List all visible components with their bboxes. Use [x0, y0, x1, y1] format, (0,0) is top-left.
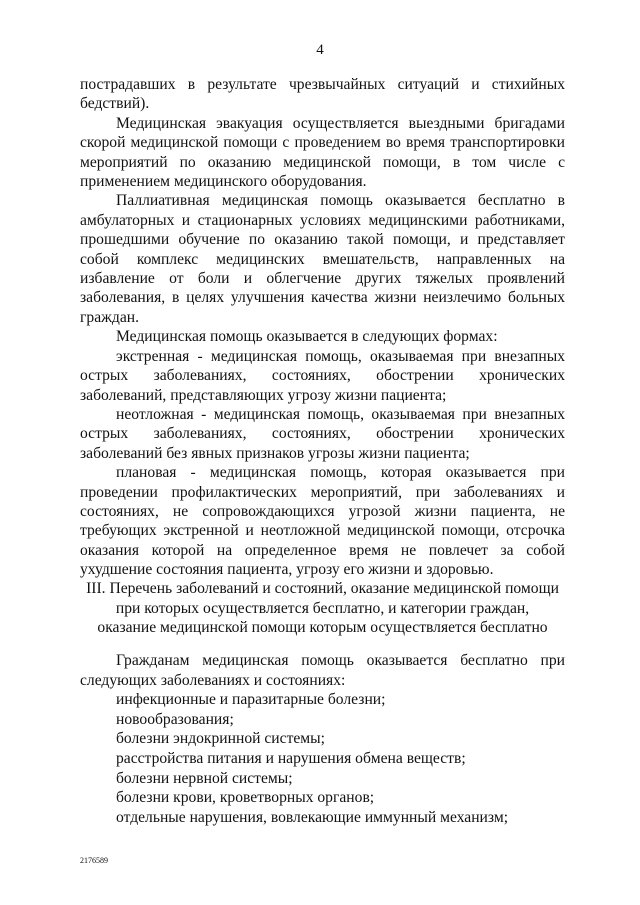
list-item: новообразования; — [116, 710, 234, 728]
body-text — [80, 75, 565, 580]
list-item: расстройства питания и нарушения обмена веществ; — [116, 749, 466, 767]
document-code: 2176589 — [80, 856, 108, 865]
disease-list — [80, 651, 565, 827]
section-heading — [80, 579, 565, 638]
section-heading-line: III. Перечень заболеваний и состояний, оказание медицинской помощи — [86, 580, 559, 597]
paragraph-medical-evacuation: Медицинская эвакуация осуществляется выездными бригадами скорой медицинской помощи с проведением во время транспортировки мероприятий по оказанию медицинской помощи, в том числе с применением медицинского оборудования. — [80, 114, 565, 191]
list-item: болезни нервной системы; — [116, 769, 293, 787]
paragraph-form-emergency: экстренная - медицинская помощь, оказываемая при внезапных острых заболеваниях, состояниях, обострении хронических заболеваний, представляющих угрозу жизни пациента; — [80, 347, 565, 404]
list-item: болезни крови, кроветворных органов; — [116, 789, 375, 807]
list-intro: Гражданам медицинская помощь оказывается бесплатно при следующих заболеваниях и состояниях: — [80, 652, 565, 689]
list-item: инфекционные и паразитарные болезни; — [116, 691, 386, 709]
paragraph-continuation: пострадавших в результате чрезвычайных ситуаций и стихийных бедствий). — [80, 76, 565, 113]
section-heading-line: оказание медицинской помощи которым осуществляется бесплатно — [97, 619, 548, 637]
paragraph-forms-intro: Медицинская помощь оказывается в следующих формах: — [116, 328, 498, 346]
list-item: отдельные нарушения, вовлекающие иммунный механизм; — [116, 808, 509, 826]
paragraph-palliative-care: Паллиативная медицинская помощь оказывается бесплатно в амбулаторных и стационарных условиях медицинскими работниками, прошедшими обучение по оказанию такой помощи, и представляет собой комплекс медицинских вмешательств, направленных на избавление от боли и облегчение других тяжелых проявлений заболевания, в целях улучшения качества жизни неизлечимо больных граждан. — [80, 192, 565, 326]
section-heading-line: при которых осуществляется бесплатно, и категории граждан, — [115, 599, 530, 617]
list-item: болезни эндокринной системы; — [116, 730, 325, 748]
paragraph-form-urgent: неотложная - медицинская помощь, оказываемая при внезапных острых заболеваниях, состояниях, обострении хронических заболеваний без явных признаков угрозы жизни пациента; — [80, 405, 565, 462]
page-number: 4 — [316, 42, 324, 58]
paragraph-form-planned: плановая - медицинская помощь, которая оказывается при проведении профилактических мероприятий, при заболеваниях и состояниях, не сопровождающихся угрозой жизни пациента, не требующих экстренной и неотложной медицинской помощи, отсрочка оказания которой на определенное время не повлечет за собой ухудшение состояния пациента, угрозу его жизни и здоровью. — [80, 464, 565, 579]
